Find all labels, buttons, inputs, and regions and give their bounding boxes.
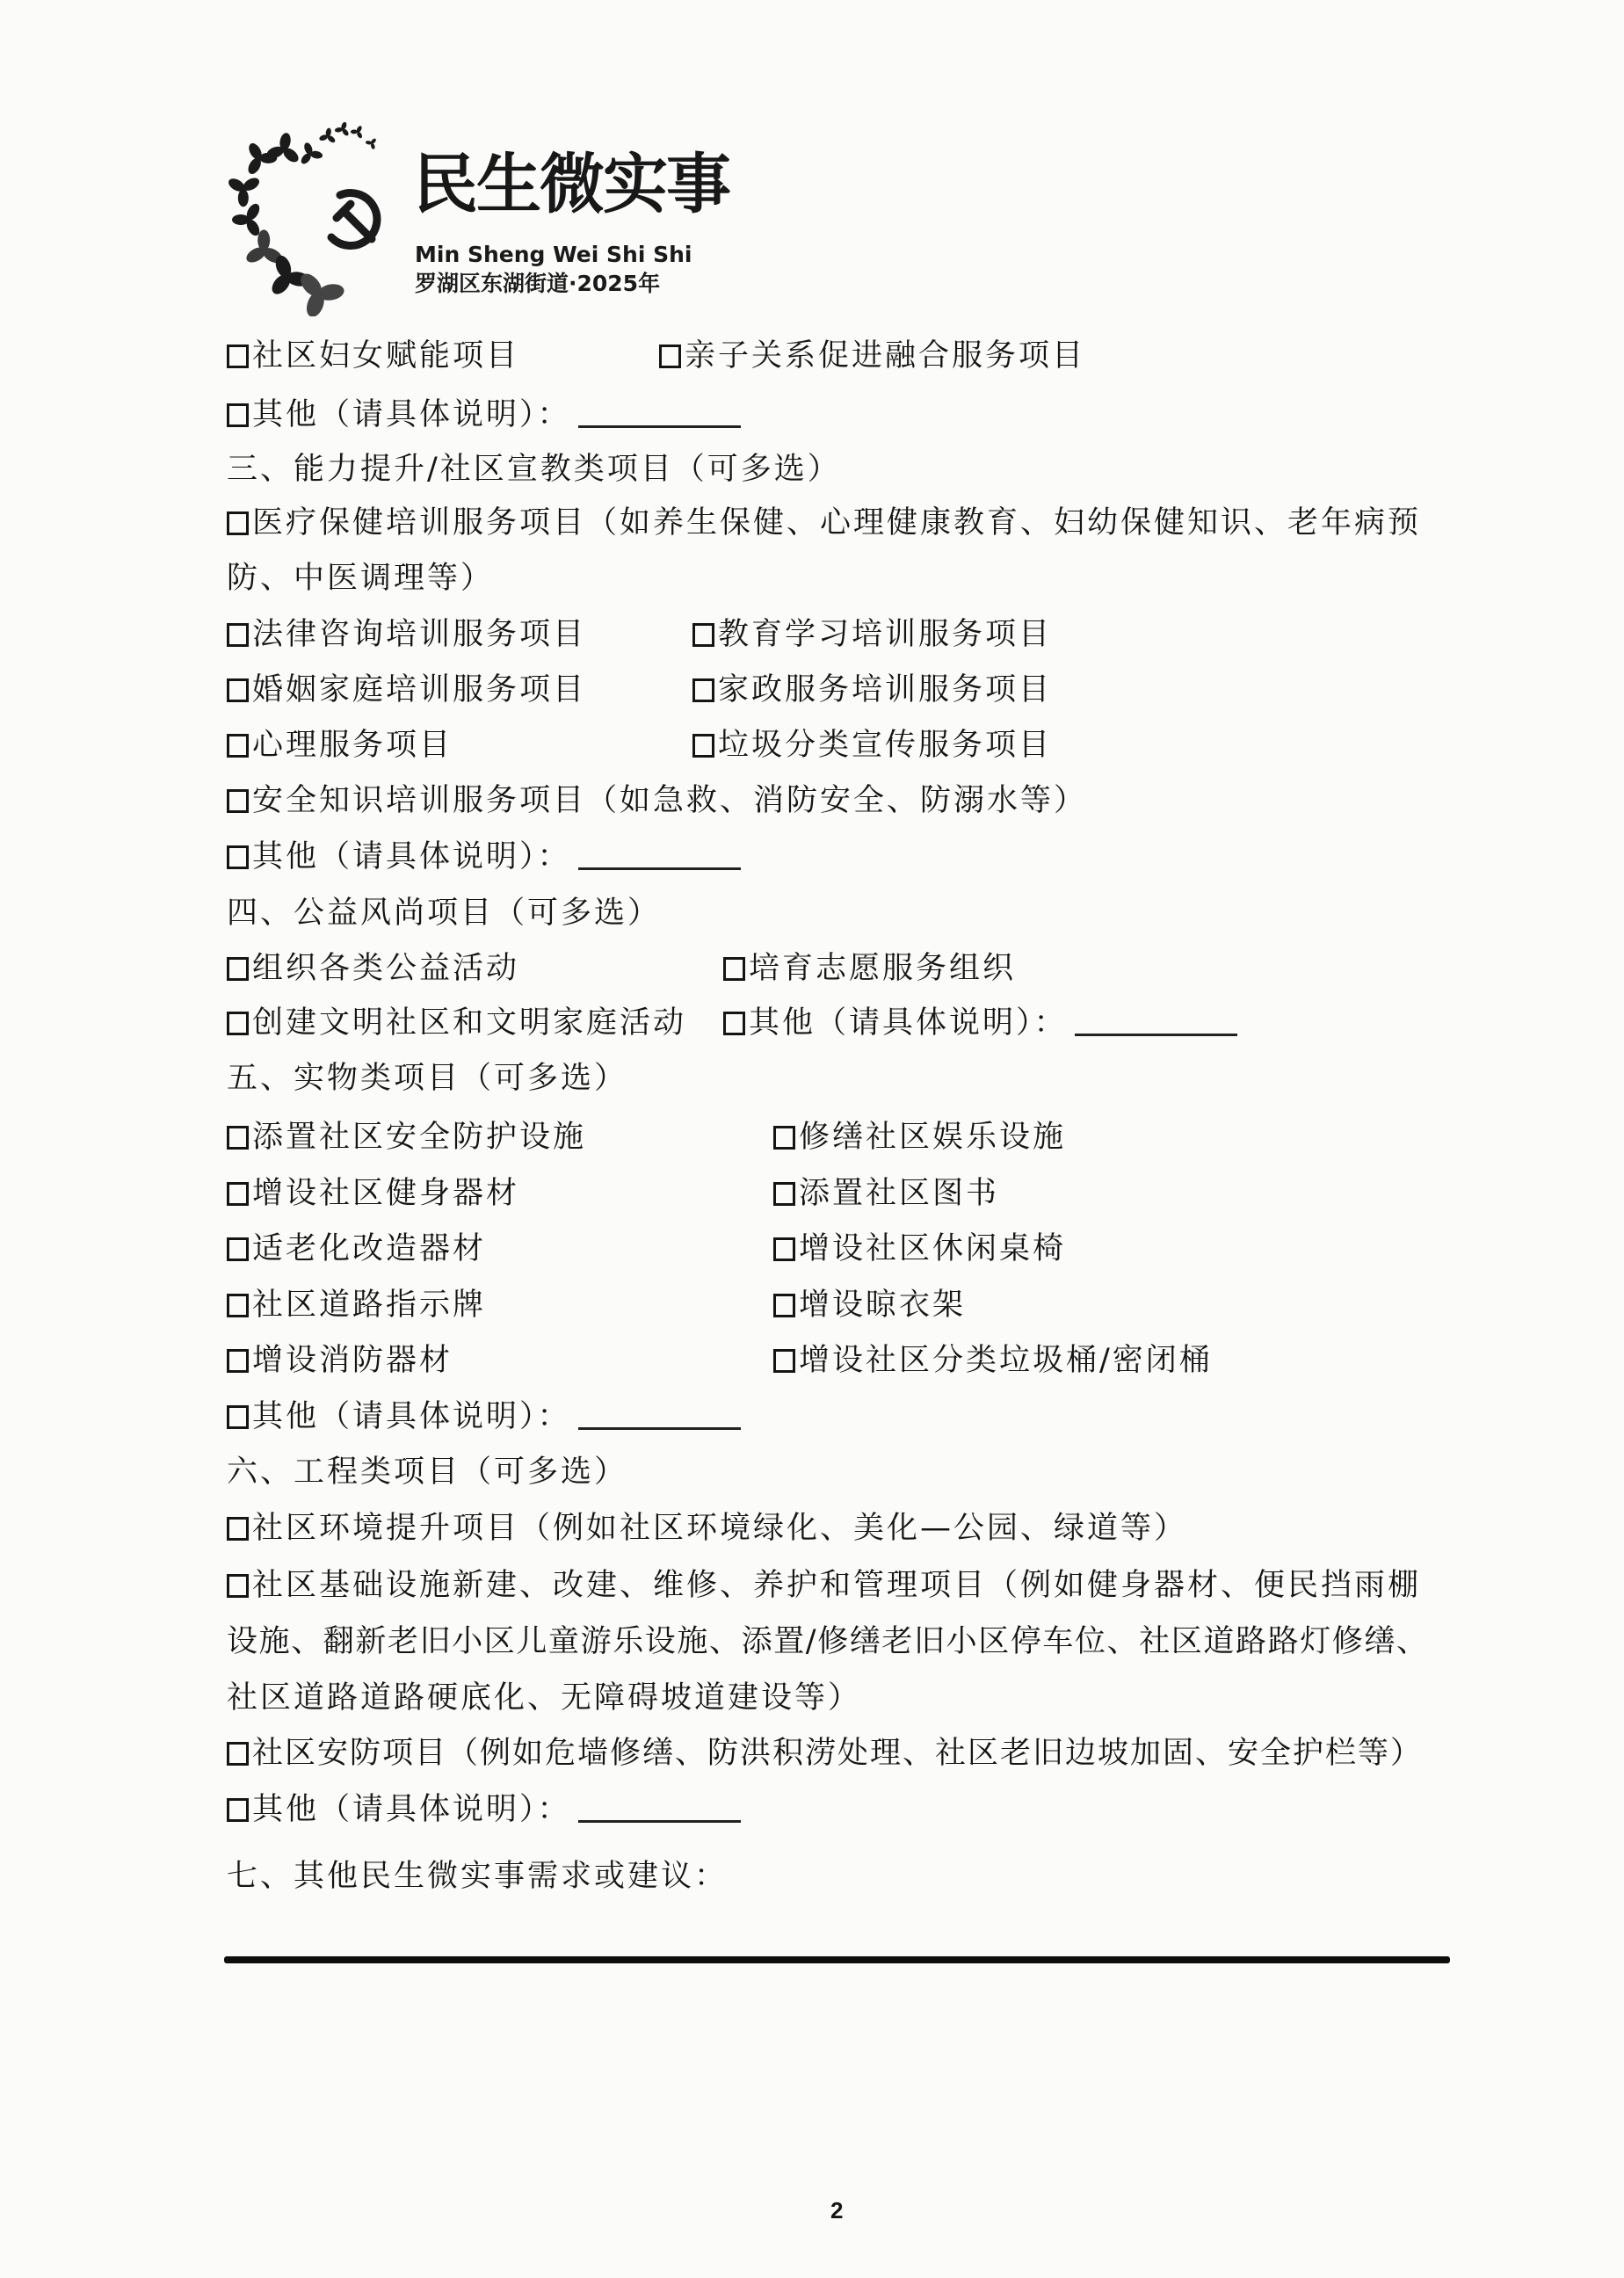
fill-in-blank[interactable]: [578, 866, 741, 870]
option-fire-equipment[interactable]: 增设消防器材: [227, 1343, 453, 1378]
section-heading-6: 六、工程类项目（可多选）: [227, 1455, 628, 1490]
checkbox[interactable]: [227, 1237, 249, 1261]
option-repair-recreation[interactable]: 修缮社区娱乐设施: [773, 1118, 1066, 1157]
option-volunteer-org[interactable]: 培育志愿服务组织: [723, 949, 1016, 988]
logo-pinyin: Min Sheng Wei Shi Shi: [415, 242, 692, 267]
option-trash-bins[interactable]: 增设社区分类垃圾桶/密闭桶: [773, 1341, 1213, 1380]
checkbox[interactable]: [227, 1294, 249, 1317]
option-row: [227, 1004, 1068, 1042]
option-row: [227, 1230, 1067, 1268]
option-education[interactable]: 教育学习培训服务项目: [692, 615, 1052, 654]
checkbox[interactable]: [227, 511, 249, 535]
section-heading-7: 七、其他民生微实事需求或建议：: [227, 1859, 729, 1894]
section-heading-5: 五、实物类项目（可多选）: [227, 1061, 628, 1096]
checkbox[interactable]: [227, 1517, 249, 1541]
option-row: [227, 949, 1017, 988]
option-safety-training[interactable]: 安全知识培训服务项目（如急救、消防安全、防溺水等）: [227, 781, 1087, 820]
checkbox[interactable]: [227, 789, 249, 813]
option-parent-child[interactable]: 亲子关系促进融合服务项目: [659, 337, 1085, 375]
option-infrastructure[interactable]: 社区基础设施新建、改建、维修、养护和管理项目（例如健身器材、便民挡雨棚: [227, 1566, 1421, 1605]
checkbox[interactable]: [692, 678, 714, 702]
section-heading-3: 三、能力提升/社区宣教类项目（可多选）: [227, 452, 841, 487]
option-row: [227, 1118, 1067, 1157]
option-row: [227, 337, 1086, 375]
option-community-books[interactable]: 添置社区图书: [773, 1174, 999, 1213]
option-infrastructure-cont: 设施、翻新老旧小区儿童游乐设施、添置/修缮老旧小区停车位、社区道路路灯修缮、: [227, 1624, 1429, 1659]
checkbox[interactable]: [227, 1742, 249, 1766]
checkbox[interactable]: [773, 1349, 795, 1373]
logo-subtitle: 罗湖区东湖街道·2025年: [415, 271, 661, 296]
option-other-s3[interactable]: 其他（请具体说明）：: [227, 838, 741, 876]
checkbox[interactable]: [227, 1405, 249, 1429]
checkbox[interactable]: [773, 1126, 795, 1150]
option-leisure-tables[interactable]: 增设社区休闲桌椅: [773, 1230, 1066, 1268]
fill-in-blank[interactable]: [578, 1426, 741, 1430]
option-road-signs[interactable]: 社区道路指示牌: [227, 1288, 486, 1323]
option-row: [227, 1286, 967, 1324]
checkbox[interactable]: [227, 957, 249, 981]
option-fitness-equipment[interactable]: 增设社区健身器材: [227, 1176, 519, 1211]
option-psychological[interactable]: 心理服务项目: [227, 728, 453, 763]
option-row: [227, 1341, 1213, 1380]
logo-title: 民生微实事: [413, 147, 729, 222]
option-public-welfare[interactable]: 组织各类公益活动: [227, 951, 519, 986]
option-security[interactable]: 社区安防项目（例如危墙修缮、防洪积涝处理、社区老旧边坡加固、安全护栏等）: [227, 1734, 1423, 1773]
fill-in-blank[interactable]: [1075, 1032, 1237, 1036]
fill-in-blank[interactable]: [578, 424, 741, 428]
option-womens-empowerment[interactable]: 社区妇女赋能项目: [227, 338, 519, 374]
checkbox[interactable]: [773, 1294, 795, 1317]
option-housekeeping[interactable]: 家政服务培训服务项目: [692, 671, 1052, 709]
checkbox[interactable]: [227, 734, 249, 758]
option-legal-consult[interactable]: 法律咨询培训服务项目: [227, 617, 586, 652]
checkbox[interactable]: [723, 1012, 745, 1035]
section-heading-4: 四、公益风尚项目（可多选）: [227, 896, 662, 931]
checkbox[interactable]: [227, 1798, 249, 1822]
option-waste-sorting[interactable]: 垃圾分类宣传服务项目: [692, 726, 1052, 765]
option-infrastructure-cont: 社区道路道路硬底化、无障碍坡道建设等）: [227, 1680, 862, 1716]
checkbox[interactable]: [773, 1182, 795, 1206]
option-environment[interactable]: 社区环境提升项目（例如社区环境绿化、美化—公园、绿道等）: [227, 1509, 1187, 1548]
logo: [224, 110, 729, 316]
option-other-s6[interactable]: 其他（请具体说明）：: [227, 1790, 741, 1829]
checkbox[interactable]: [227, 403, 249, 427]
checkbox[interactable]: [227, 1012, 249, 1035]
suggestion-answer-line[interactable]: [224, 1956, 1450, 1963]
option-other-s4[interactable]: 其他（请具体说明）：: [723, 1004, 1237, 1042]
option-drying-racks[interactable]: 增设晾衣架: [773, 1286, 966, 1324]
option-row: [227, 615, 1053, 654]
option-marriage-family[interactable]: 婚姻家庭培训服务项目: [227, 672, 586, 707]
checkbox[interactable]: [227, 623, 249, 647]
fill-in-blank[interactable]: [578, 1818, 741, 1823]
option-elderly-adaptation[interactable]: 适老化改造器材: [227, 1231, 486, 1266]
option-civilized-community[interactable]: 创建文明社区和文明家庭活动: [227, 1005, 686, 1041]
checkbox[interactable]: [227, 1574, 249, 1598]
checkbox[interactable]: [227, 345, 249, 368]
option-row: [227, 1174, 1000, 1213]
checkbox[interactable]: [227, 678, 249, 702]
checkbox[interactable]: [227, 1349, 249, 1373]
checkbox[interactable]: [227, 1126, 249, 1150]
checkbox[interactable]: [723, 957, 745, 981]
page-number: 2: [830, 2197, 844, 2224]
option-row: [227, 671, 1053, 709]
checkbox[interactable]: [692, 734, 714, 758]
option-row: [227, 726, 1053, 765]
checkbox[interactable]: [227, 845, 249, 869]
checkbox[interactable]: [692, 623, 714, 647]
option-safety-facilities[interactable]: 添置社区安全防护设施: [227, 1120, 586, 1155]
checkbox[interactable]: [659, 345, 681, 368]
option-medical-training[interactable]: 医疗保健培训服务项目（如养生保健、心理健康教育、妇幼保健知识、老年病预: [227, 504, 1421, 542]
checkbox[interactable]: [773, 1237, 795, 1261]
hammer-sickle-heart-emblem-icon: [224, 110, 400, 316]
option-medical-training-cont: 防、中医调理等）: [227, 561, 495, 596]
option-other-s2[interactable]: 其他（请具体说明）：: [227, 395, 741, 434]
checkbox[interactable]: [227, 1182, 249, 1206]
option-other-s5[interactable]: 其他（请具体说明）：: [227, 1397, 741, 1436]
